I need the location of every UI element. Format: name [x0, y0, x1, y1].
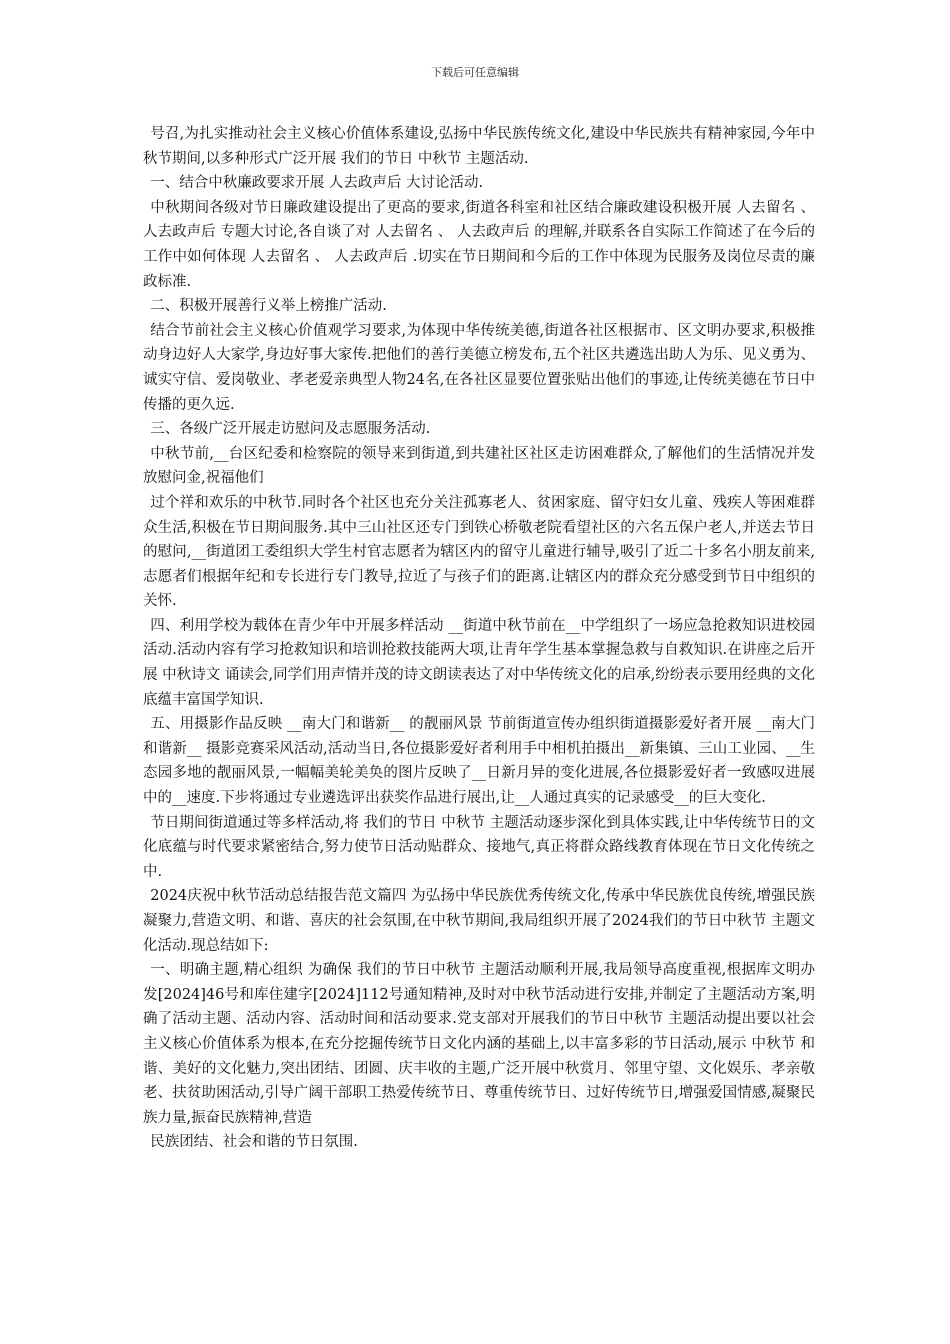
paragraph-closing: 民族团结、社会和谐的节日氛围. — [150, 1134, 358, 1151]
paragraph-intro: 号召,为扎实推动社会主义核心价值体系建设,弘扬中华民族传统文化,建设中华民族共有精神家园,今年中秋节期间,以多种形式广泛开展 我们的节日 中秋节 主题活动. — [143, 126, 815, 167]
document-body — [143, 122, 815, 1155]
section-heading-1: 一、结合中秋廉政要求开展 人去政声后 大讨论活动. — [150, 175, 484, 192]
paragraph-report-section-1: 一、明确主题,精心组织 为确保 我们的节日中秋节 主题活动顺利开展,我局领导高度重视,根据库文明办发[2024]46号和库住建字[2024]112号通知精神,及时对中秋节活动进行安排,并制定了主题活动方案,明确了活动主题、活动内容、活动时间和活动要求.党支部对开展我们的节日中秋节 主题活动提出要以社会主义核心价值体系为根本,在充分挖掘传统节日文化内涵的基础上,以丰富多彩的节日活动,展示 中秋节 和谐、美好的文化魅力,突出团结、团圆、庆丰收的主题,广泛开展中秋赏月、邻里守望、文化娱乐、孝亲敬老、扶贫助困活动,引导广阔干部职工热爱传统节日、尊重传统节日、过好传统节日,增强爱国情感,凝聚民族力量,振奋民族精神,营造 — [143, 962, 815, 1126]
paragraph-section-3b: 过个祥和欢乐的中秋节.同时各个社区也充分关注孤寡老人、贫困家庭、留守妇女儿童、残疾人等困难群众生活,积极在节日期间服务.其中三山社区还专门到铁心桥敬老院看望社区的六名五保户老人,并送去节日的慰问,__街道团工委组织大学生村官志愿者为辖区内的留守儿童进行辅导,吸引了近二十多名小朋友前来,志愿者们根据年纪和专长进行专门教导,拉近了与孩子们的距离.让辖区内的群众充分感受到节日中组织的关怀. — [143, 494, 815, 610]
paragraph-section-2: 结合节前社会主义核心价值观学习要求,为体现中华传统美德,街道各社区根据市、区文明办要求,积极推动身边好人大家学,身边好事大家传.把他们的善行美德立榜发布,五个社区共遴选出助人为乐、见义勇为、诚实守信、爱岗敬业、孝老爱亲典型人物24名,在各社区显要位置张贴出他们的事迹,让传统美德在节日中传播的更久远. — [143, 322, 815, 413]
section-heading-3: 三、各级广泛开展走访慰问及志愿服务活动. — [150, 421, 431, 438]
paragraph-section-1: 中秋期间各级对节日廉政建设提出了更高的要求,街道各科室和社区结合廉政建设积极开展 人去留名 、 人去政声后 专题大讨论,各自谈了对 人去留名 、 人去政声后 的理解,并联系各自实际工作简述了在今后的工作中如何体现 人去留名 、 人去政声后 .切实在节日期间和今后的工作中体现为民服务及岗位尽责的廉政标准. — [143, 199, 815, 290]
paragraph-section-5: 五、用摄影作品反映 __南大门和谐新__ 的靓丽风景 节前街道宣传办组织街道摄影爱好者开展 __南大门和谐新__ 摄影竞赛采风活动,活动当日,各位摄影爱好者利用手中相机拍摄出__新集镇、三山工业园、__生态园多地的靓丽风景,一幅幅美轮美奂的图片反映了__日新月异的变化进展,各位摄影爱好者一致感叹进展中的__速度.下步将通过专业遴选评出获奖作品进行展出,让__人通过真实的记录感受__的巨大变化. — [143, 716, 815, 807]
paragraph-report-intro: 2024庆祝中秋节活动总结报告范文篇四 为弘扬中华民族优秀传统文化,传承中华民族优良传统,增强民族凝聚力,营造文明、和谐、喜庆的社会氛围,在中秋节期间,我局组织开展了2024我们的节日中秋节 主题文化活动.现总结如下: — [143, 888, 815, 954]
section-heading-2: 二、积极开展善行义举上榜推广活动. — [150, 298, 387, 315]
paragraph-section-3a: 中秋节前,__台区纪委和检察院的领导来到街道,到共建社区社区走访困难群众,了解他们的生活情况并发放慰问金,祝福他们 — [143, 445, 815, 487]
paragraph-summary: 节日期间街道通过等多样活动,将 我们的节日 中秋节 主题活动逐步深化到具体实践,让中华传统节日的文化底蕴与时代要求紧密结合,努力使节日活动贴群众、接地气,真正将群众路线教育体现在节日文化传统之中. — [143, 814, 815, 880]
page-header: 下载后可任意编辑 — [431, 66, 519, 79]
paragraph-section-4: 四、利用学校为载体在青少年中开展多样活动 __街道中秋节前在__中学组织了一场应急抢救知识进校园活动.活动内容有学习抢救知识和培训抢救技能两大项,让青年学生基本掌握急救与自救知识.在讲座之后开展 中秋诗文 诵读会,同学们用声情并茂的诗文朗读表达了对中华传统文化的启承,纷纷表示要用经典的文化底蕴丰富国学知识. — [143, 617, 815, 708]
